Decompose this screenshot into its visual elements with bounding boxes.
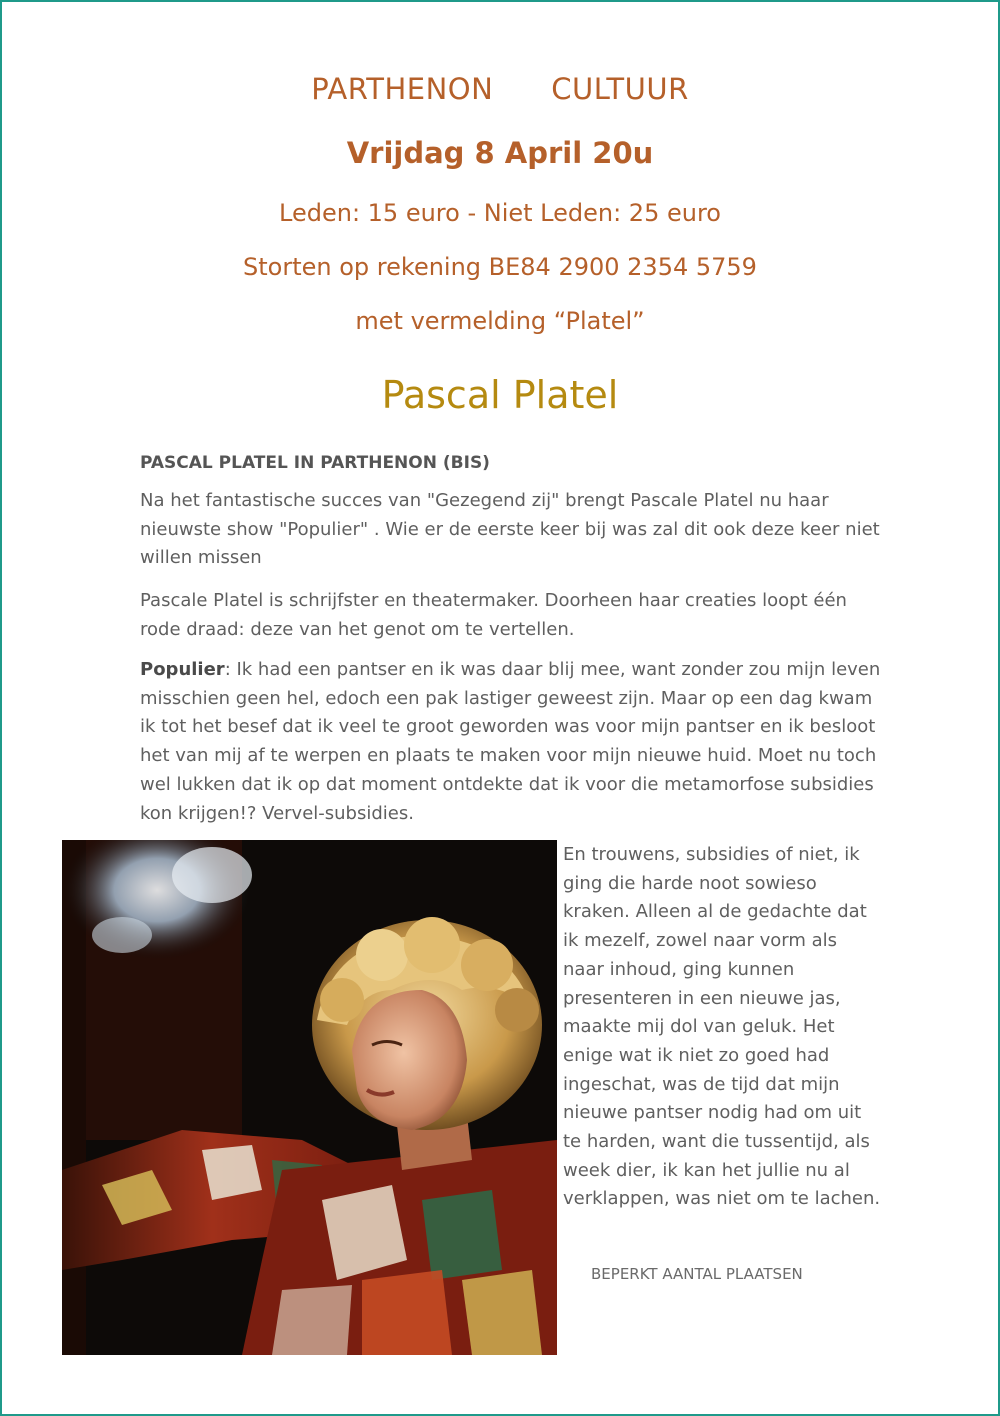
payment-reference: met vermelding “Platel” (355, 307, 645, 335)
organizer-name: PARTHENON (311, 72, 494, 106)
portrait-photo (62, 840, 557, 1355)
portrait-illustration (62, 840, 557, 1355)
show-description-text: : Ik had een pantser en ik was daar blij mee, want zonder zou mijn leven misschien geen hel, edoch een pak lastiger geweest zijn. Maar op een dag kwam ik tot het besef dat ik veel te groot geworden was voor mijn pantser en ik besloot het van mij af te werpen en plaats te maken voor mijn nieuwe huid. Moet nu toch wel lukken dat ik op dat moment ontdekte dat ik voor die metamorfose subsidies kon krijgen!? Vervel-subsidies. (140, 659, 881, 824)
intro-paragraph: Na het fantastische succes van "Gezegend zij" brengt Pascale Platel nu haar nieuwste show "Populier" . Wie er de eerste keer bij was zal dit ook deze keer niet willen missen (140, 490, 880, 569)
event-date: Vrijdag 8 April 20u (346, 136, 654, 170)
organizer-type: CULTUUR (551, 72, 689, 106)
show-description (140, 656, 882, 828)
organizer-line (0, 72, 1000, 106)
ticket-prices: Leden: 15 euro - Niet Leden: 25 euro (279, 199, 721, 227)
continued-paragraph: En trouwens, subsidies of niet, ik ging die harde noot sowieso kraken. Alleen al de gedachte dat ik mezelf, zowel naar vorm als naar inhoud, ging kunnen presenteren in een nieuwe jas, maakte mij dol van geluk. Het enige wat ik niet zo goed had ingeschat, was de tijd dat mijn nieuwe pantser nodig had om uit te harden, want die tussentijd, als week dier, ik kan het jullie nu al verklappen, was niet om te lachen. (563, 844, 881, 1210)
payment-account: Storten op rekening BE84 2900 2354 5759 (243, 253, 757, 281)
limited-seats-notice: BEPERKT AANTAL PLAATSEN (591, 1265, 803, 1283)
bio-paragraph: Pascale Platel is schrijfster en theatermaker. Doorheen haar creaties loopt één rode draad: deze van het genot om te vertellen. (140, 590, 847, 640)
article-subtitle: PASCAL PLATEL IN PARTHENON (BIS) (140, 453, 490, 473)
artist-title: Pascal Platel (381, 373, 619, 417)
show-name: Populier (140, 659, 225, 680)
